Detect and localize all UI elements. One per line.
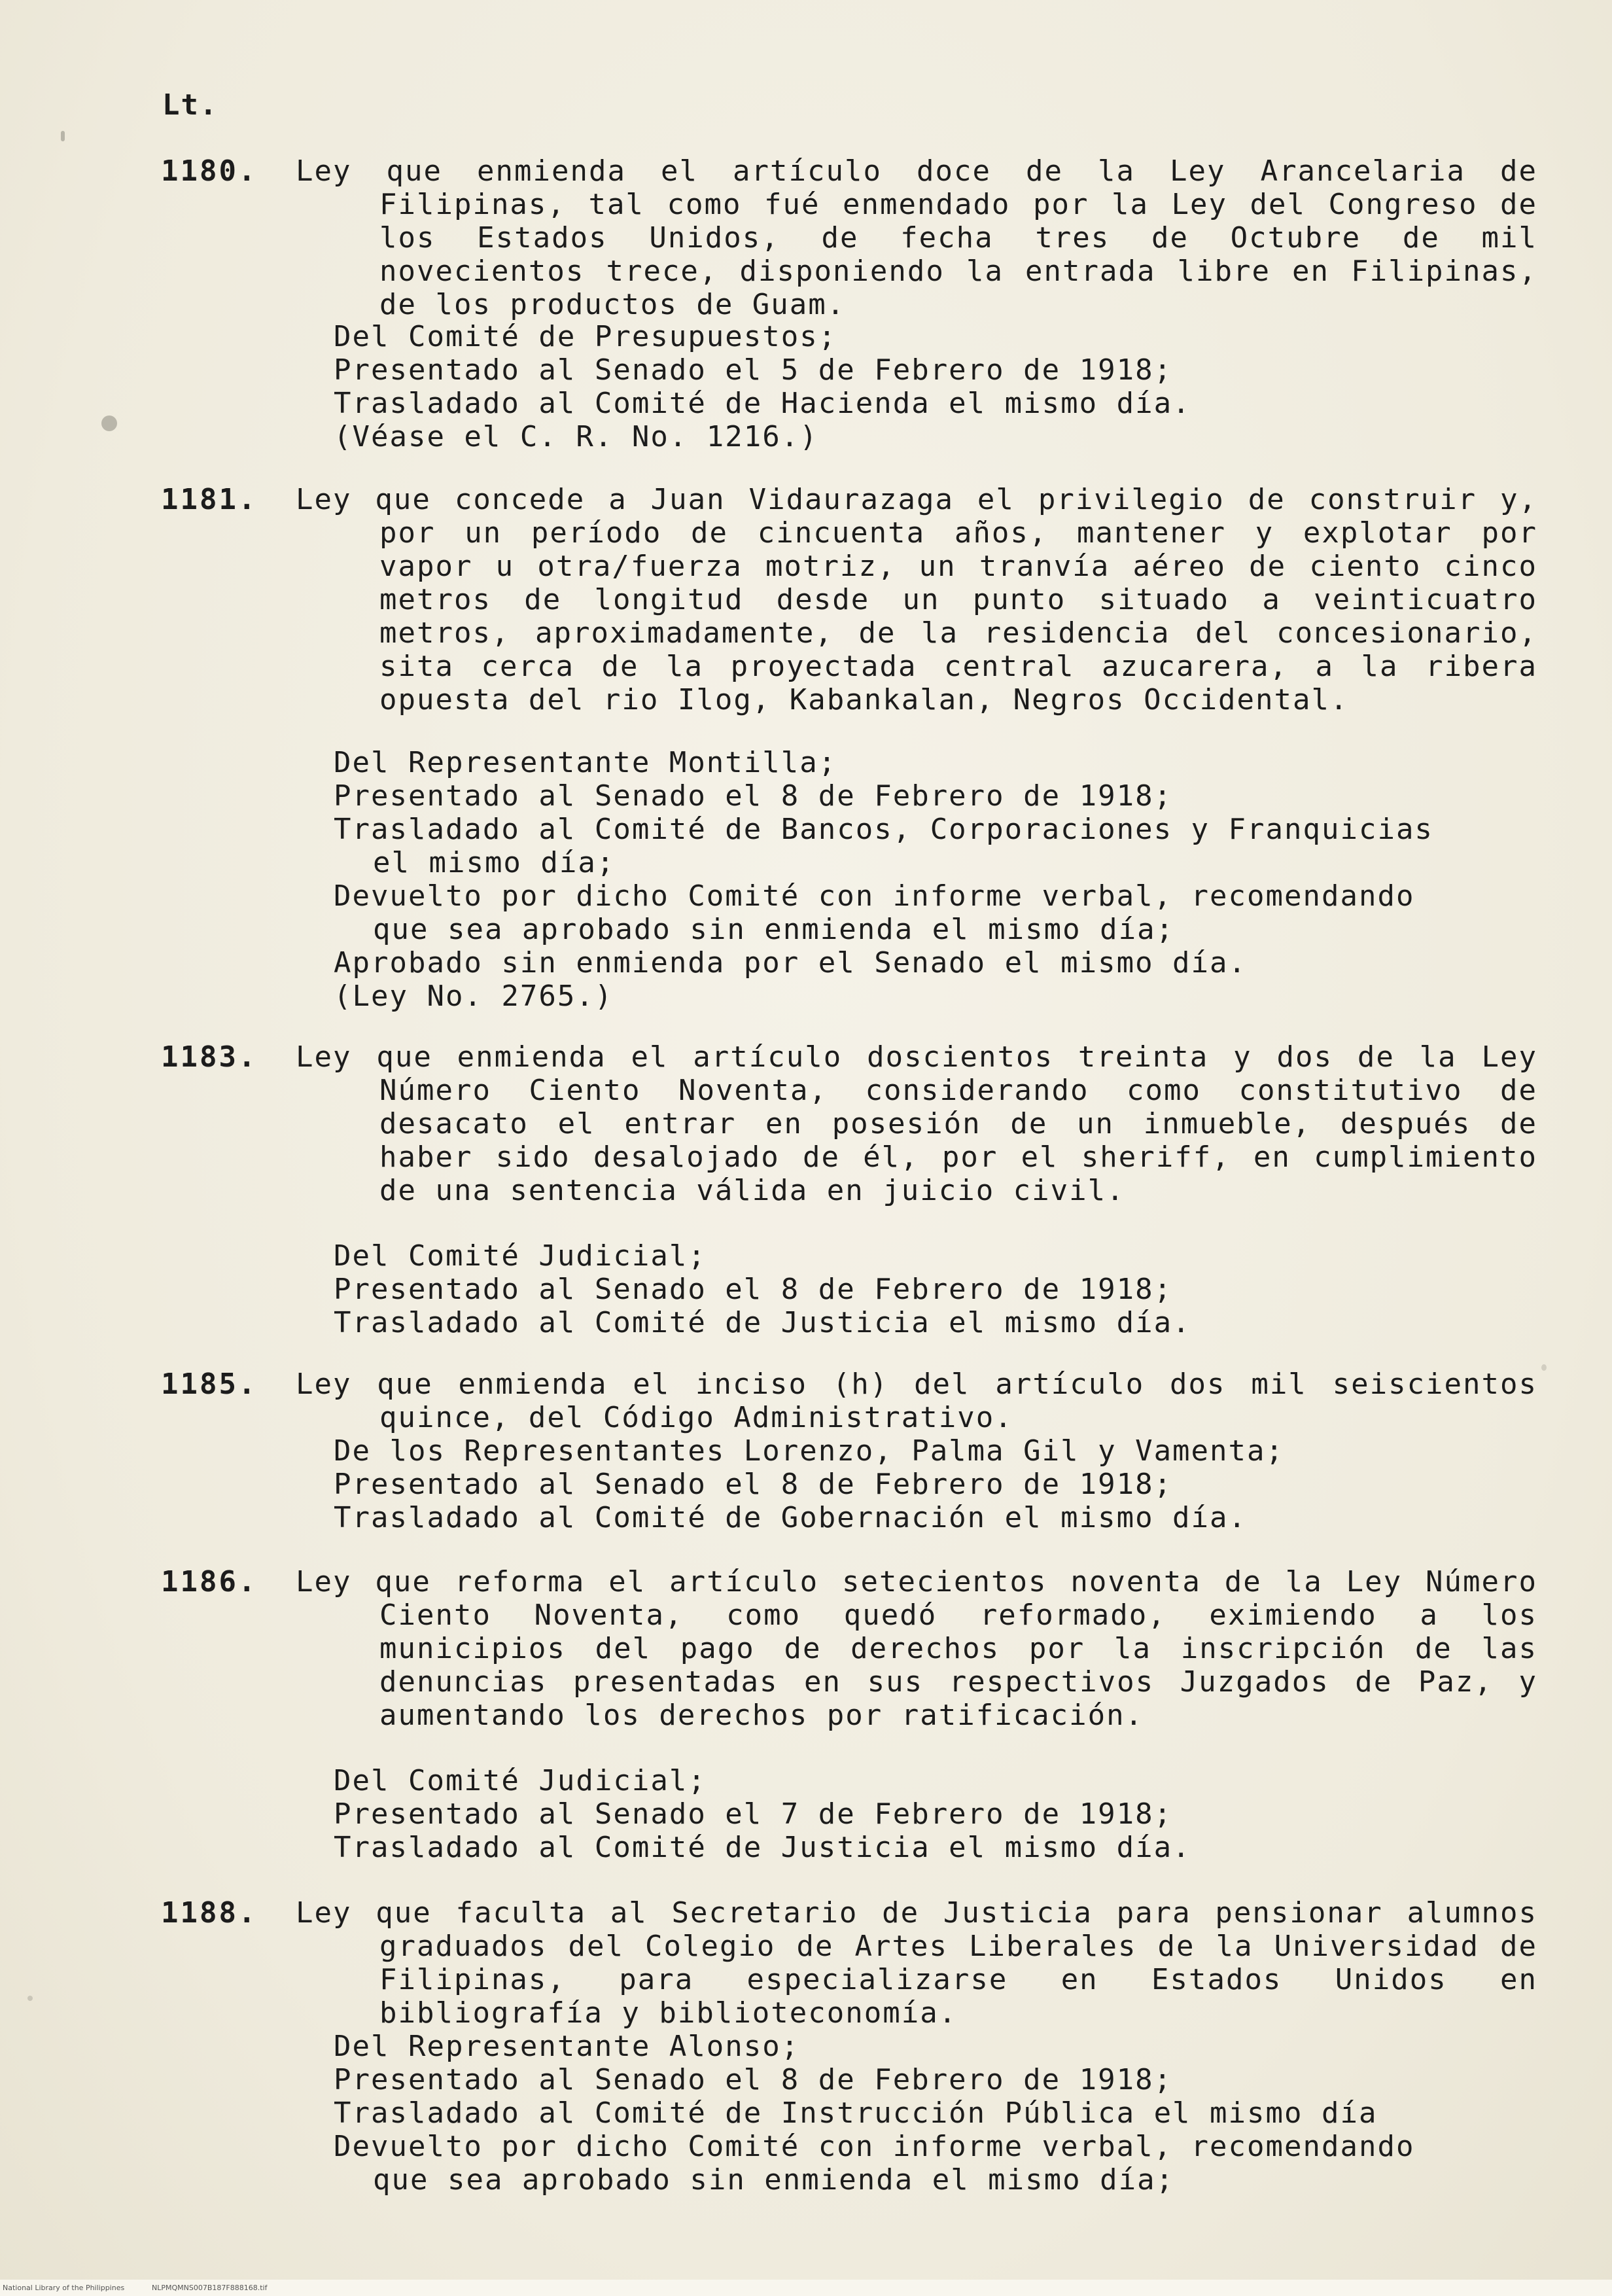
footer-file-id: NLPMQMNS007B187F888168.tif [152,2284,268,2292]
bill-number: 1180. [161,154,258,188]
bill-title: Ley que concede a Juan Vidaurazaga el privilegio de construir y, por un período de cincuenta años, mantener y explotar por vapor u otra/fuerza motriz, un tranvía aéreo de ciento cinco metros de longitud desde un punto situado a veinticuatro metros, aproximadamente, de la residencia del concesionario, sita cerca de la proyectada central azucarera, a la ribera opuesta del rio Ilog, Kabankalan, Negros Occidental. [296,483,1537,716]
bill-history [334,2030,1465,2197]
bill-title: Ley que faculta al Secretario de Justicia para pensionar alumnos graduados del Colegio de Artes Liberales de la Universidad de Filipinas, para especializarse en Estados Unidos en bibliografía y biblioteconomía. [296,1896,1537,2030]
history-line: Presentado al Senado el 7 de Febrero de 1918; [334,1797,1173,1831]
bill-history [334,320,1465,453]
bill-number: 1185. [161,1368,258,1401]
history-line: Presentado al Senado el 8 de Febrero de 1918; [334,779,1173,813]
history-line: Del Representante Montilla; [334,746,837,779]
bill-history [334,1239,1465,1339]
history-line: Trasladado al Comité de Instrucción Pública el mismo día [334,2096,1378,2130]
bill-history [334,1764,1465,1864]
history-line: Del Comité Judicial; [334,1239,707,1273]
history-line: Trasladado al Comité de Justicia el mismo día. [334,1306,1191,1339]
bill-history [334,746,1465,1013]
paper-stain [1541,1364,1547,1371]
history-line: Presentado al Senado el 8 de Febrero de 1918; [334,2063,1173,2096]
paper-stain [61,131,65,141]
history-line: Devuelto por dicho Comité con informe verbal, recomendando que sea aprobado sin enmienda el mismo día; [334,879,1415,946]
bill-number: 1188. [161,1896,258,1930]
history-line: Trasladado al Comité de Bancos, Corporaciones y Franquicias el mismo día; [334,813,1433,879]
history-line: Presentado al Senado el 5 de Febrero de 1918; [334,353,1173,387]
bill-history [334,1434,1465,1534]
bill-number: 1183. [161,1040,258,1074]
history-line: Presentado al Senado el 8 de Febrero de 1918; [334,1468,1173,1501]
history-line: (Véase el C. R. No. 1216.) [334,420,818,453]
bill-title: Ley que reforma el artículo setecientos noventa de la Ley Número Ciento Noventa, como quedó reformado, eximiendo a los municipios del pago de derechos por la inscripción de las denuncias presentadas en sus respectivos Juzgados de Paz, y aumentando los derechos por ratificación. [296,1565,1537,1732]
history-line: Devuelto por dicho Comité con informe verbal, recomendando que sea aprobado sin enmienda el mismo día; [334,2130,1415,2197]
history-line: (Ley No. 2765.) [334,980,614,1013]
history-line: Presentado al Senado el 8 de Febrero de 1918; [334,1273,1173,1306]
history-line: Trasladado al Comité de Gobernación el mismo día. [334,1501,1248,1534]
history-line: Del Comité Judicial; [334,1764,707,1797]
bill-title: Ley que enmienda el artículo doce de la Ley Arancelaria de Filipinas, tal como fué enmendado por la Ley del Congreso de los Estados Unidos, de fecha tres de Octubre de mil novecientos trece, disponiendo la entrada libre en Filipinas, de los productos de Guam. [296,154,1537,321]
bill-title: Ley que enmienda el inciso (h) del artículo dos mil seiscientos quince, del Código Administrativo. [296,1368,1537,1434]
bill-number: 1186. [161,1565,258,1598]
paper-stain [27,1996,33,2001]
scan-footer [0,2280,1612,2296]
history-line: De los Representantes Lorenzo, Palma Gil y Vamenta; [334,1434,1285,1468]
bill-number: 1181. [161,483,258,516]
history-line: Del Representante Alonso; [334,2030,800,2063]
footer-library-name: National Library of the Philippines [3,2284,125,2292]
history-line: Trasladado al Comité de Justicia el mismo día. [334,1831,1191,1864]
paper-stain [101,415,117,431]
bill-title: Ley que enmienda el artículo doscientos treinta y dos de la Ley Número Ciento Noventa, considerando como constitutivo de desacato el entrar en posesión de un inmueble, después de haber sido desalojado de él, por el sheriff, en cumplimiento de una sentencia válida en juicio civil. [296,1040,1537,1207]
page-header-mark: Lt. [162,88,219,122]
history-line: Trasladado al Comité de Hacienda el mismo día. [334,387,1191,420]
history-line: Aprobado sin enmienda por el Senado el mismo día. [334,946,1248,980]
history-line: Del Comité de Presupuestos; [334,320,837,353]
